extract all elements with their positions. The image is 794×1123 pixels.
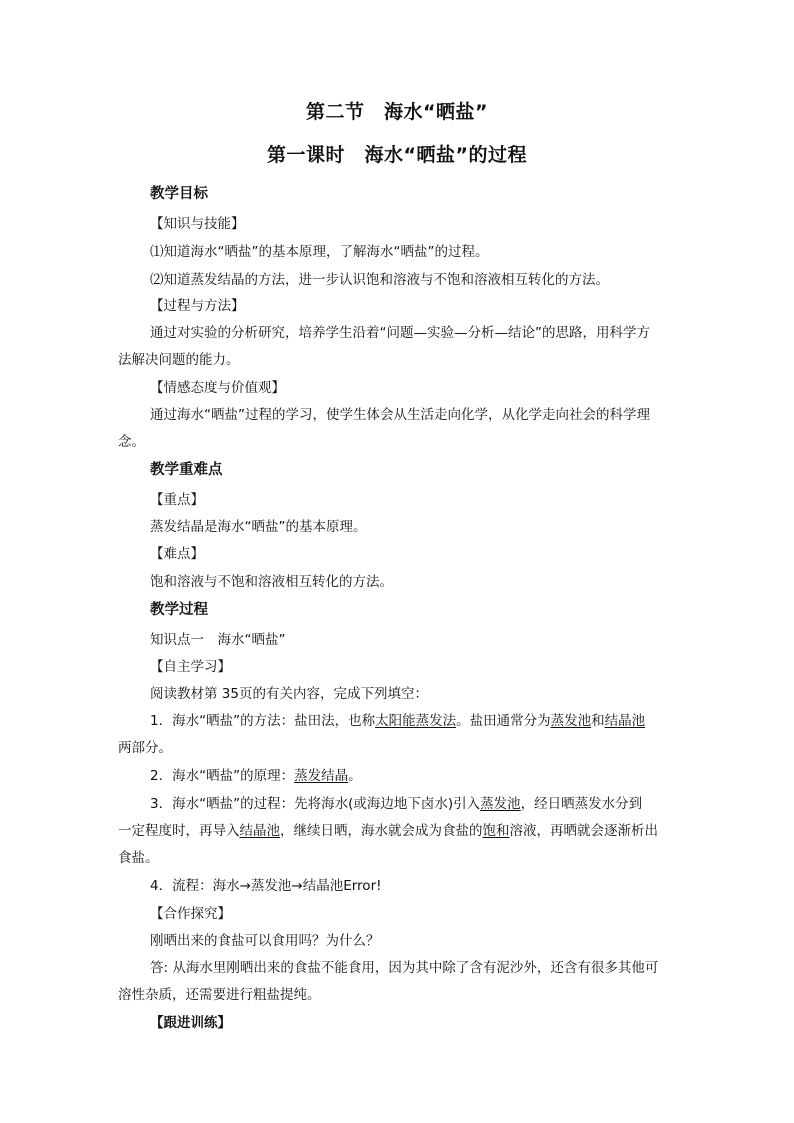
q3-answer-evaporation-pond: 蒸发池 [480,796,521,812]
process-method-heading: 【过程与方法】 [150,298,245,314]
q3-text-b: ，经日晒蒸发水分到 [520,796,643,812]
knowledge-point-1: 知识点一 海水“晒盐” [150,632,286,648]
teaching-goals-heading: 教学目标 [150,186,208,202]
q2-text-b: 。 [348,768,362,784]
question-1-line-1 [150,709,645,729]
follow-up-training-heading: 【跟进训练】 [150,1015,231,1031]
q3-text-c: 一定程度时，再导入 [118,823,240,839]
q3-text-a: 3．海水“晒盐”的过程：先将海水(或海边地下卤水)引入 [150,796,481,812]
question-2 [150,764,362,784]
question-3-line-3: 食盐。 [118,850,159,866]
cooperation-question: 刚晒出来的食盐可以食用吗？为什么？ [150,933,380,949]
q3-text-e: 溶液，再晒就会逐渐析出 [509,823,658,839]
emotion-values-heading: 【情感态度与价值观】 [150,380,285,396]
q1-answer-crystallization-pond: 结晶池 [604,713,646,729]
emotion-text-line-2: 念。 [118,434,145,450]
focus-text: 蒸发结晶是海水“晒盐”的基本原理。 [150,519,367,535]
focus-heading: 【重点】 [150,492,204,508]
question-4: 4．流程：海水→蒸发池→结晶池Error! [150,878,382,894]
q1-answer-solar: 太阳能蒸发法 [375,713,457,729]
question-1-line-2: 两部分。 [118,740,172,756]
difficulty-heading: 【难点】 [150,546,204,562]
difficulty-text: 饱和溶液与不饱和溶液相互转化的方法。 [150,574,393,590]
q1-text-b: 。盐田通常分为 [456,713,551,729]
knowledge-item-2: ⑵知道蒸发结晶的方法，进一步认识饱和溶液与不饱和溶液相互转化的方法。 [150,272,609,288]
q1-text-a: 1．海水“晒盐”的方法：盐田法，也称 [150,713,376,729]
q1-text-c: 和 [591,713,605,729]
q3-answer-saturated: 饱和 [482,823,510,839]
self-study-heading: 【自主学习】 [150,659,231,675]
cooperation-heading: 【合作探究】 [150,906,231,922]
q1-answer-evaporation-pond: 蒸发池 [550,713,592,729]
q3-text-d: ，继续日晒，海水就会成为食盐的 [280,823,483,839]
lesson-title: 第一课时 海水“晒盐”的过程 [267,144,527,166]
section-title: 第二节 海水“晒盐” [306,101,488,123]
reading-instruction: 阅读教材第 35页的有关内容，完成下列填空： [150,686,428,702]
teaching-process-heading: 教学过程 [150,602,208,618]
process-text-line-2: 法解决问题的能力。 [118,352,240,368]
question-3-line-1 [150,792,642,812]
key-difficult-heading: 教学重难点 [150,462,223,478]
answer-line-1: 答: 从海水里刚晒出来的食盐不能食用，因为其中除了含有泥沙外，还含有很多其他可 [150,960,659,976]
q2-answer: 蒸发结晶 [294,768,349,784]
question-3-line-2 [118,819,658,839]
q3-answer-crystallization-pond: 结晶池 [239,823,280,839]
knowledge-skills-heading: 【知识与技能】 [150,216,245,232]
knowledge-item-1: ⑴知道海水“晒盐”的基本原理，了解海水“晒盐”的过程。 [150,244,489,260]
emotion-text-line-1: 通过海水“晒盐”过程的学习，使学生体会从生活走向化学，从化学走向社会的科学理 [150,407,650,423]
answer-line-2: 溶性杂质，还需要进行粗盐提纯。 [118,987,321,1003]
process-text-line-1: 通过对实验的分析研究，培养学生沿着“问题—实验—分析—结论”的思路，用科学方 [150,325,650,341]
q2-text-a: 2．海水“晒盐”的原理： [150,768,295,784]
